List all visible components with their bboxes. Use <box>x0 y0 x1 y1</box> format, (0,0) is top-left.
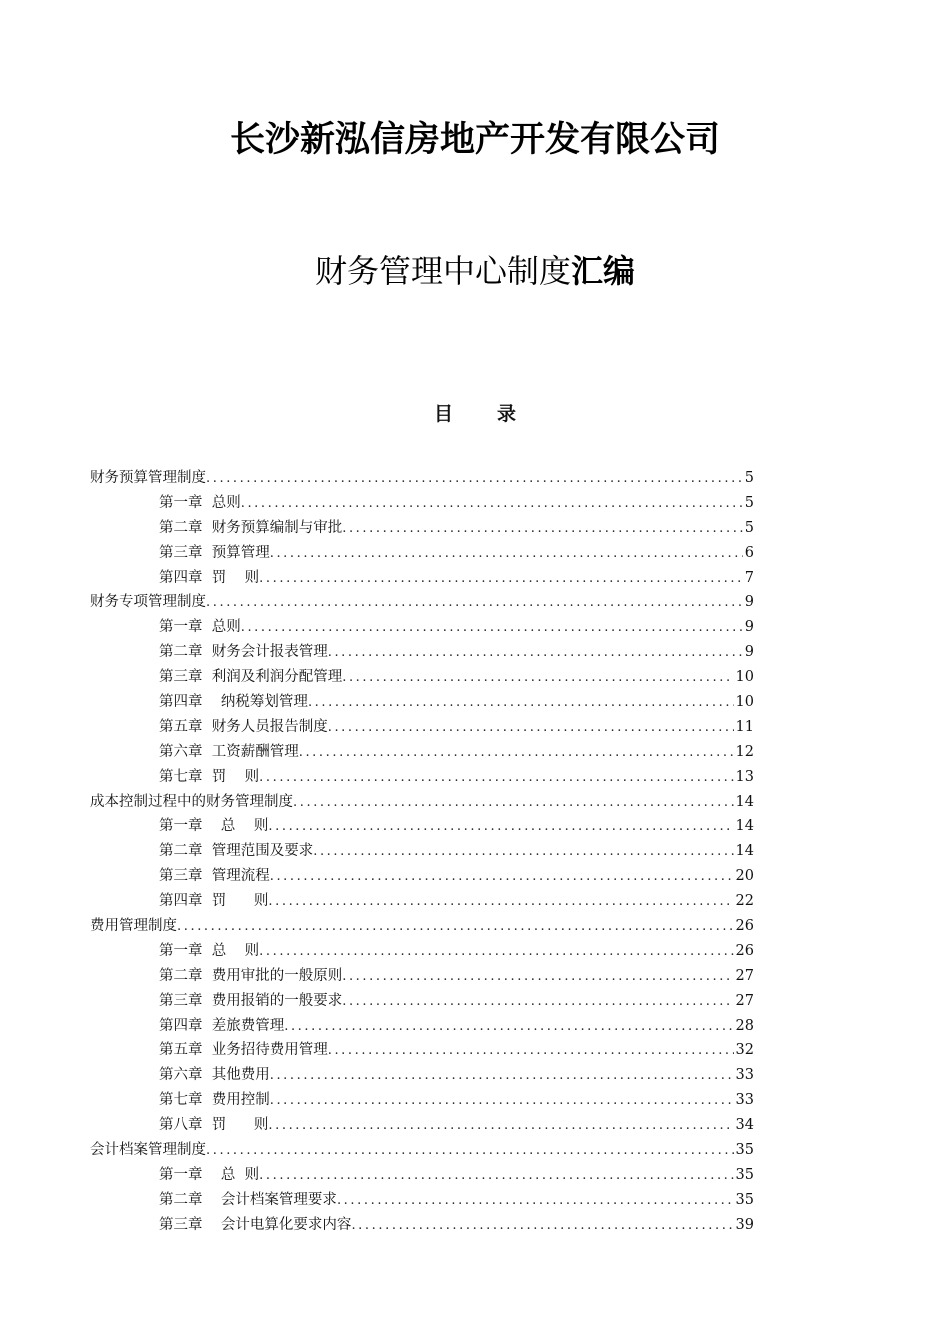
toc-page-number: 13 <box>735 768 754 785</box>
toc-dot-leader <box>268 1114 733 1138</box>
toc-section-entry[interactable] <box>90 1138 754 1163</box>
toc-page-number: 32 <box>735 1042 754 1059</box>
toc-dot-leader <box>268 815 733 839</box>
toc-dot-leader <box>241 492 743 516</box>
toc-dot-leader <box>270 542 743 566</box>
toc-entry-label: 费用管理制度 <box>90 918 177 935</box>
toc-entry-label: 第一章 总 则 <box>159 1166 260 1183</box>
toc-chapter-entry[interactable] <box>90 566 754 591</box>
toc-chapter-entry[interactable] <box>90 1163 754 1188</box>
toc-dot-leader <box>293 791 734 815</box>
toc-page-number: 7 <box>744 569 754 586</box>
toc-dot-leader <box>284 1015 733 1039</box>
toc-entry-label: 第三章 管理流程 <box>159 868 270 885</box>
toc-chapter-entry[interactable] <box>90 1213 754 1238</box>
subtitle-bold: 汇编 <box>571 252 636 290</box>
toc-dot-leader <box>268 890 733 914</box>
toc-dot-leader <box>351 1214 733 1238</box>
toc-chapter-entry[interactable] <box>90 1188 754 1213</box>
toc-entry-label: 第三章 会计电算化要求内容 <box>159 1216 352 1233</box>
toc-page-number: 10 <box>735 669 754 686</box>
toc-page-number: 35 <box>735 1166 754 1183</box>
toc-heading <box>0 399 950 426</box>
toc-entry-label: 第三章 利润及利润分配管理 <box>159 669 343 686</box>
toc-page-number: 35 <box>735 1191 754 1208</box>
toc-entry-label: 第二章 财务预算编制与审批 <box>159 519 343 536</box>
toc-page-number: 6 <box>744 544 754 561</box>
toc-dot-leader <box>270 1089 734 1113</box>
toc-page-number: 26 <box>735 942 754 959</box>
toc-entry-label: 第三章 费用报销的一般要求 <box>159 992 343 1009</box>
toc-dot-leader <box>241 616 743 640</box>
toc-dot-leader <box>328 641 743 665</box>
toc-dot-leader <box>259 766 733 790</box>
toc-entry-label: 第五章 业务招待费用管理 <box>159 1042 328 1059</box>
toc-page-number: 27 <box>735 967 754 984</box>
toc-chapter-entry[interactable] <box>90 864 754 889</box>
toc-entry-label: 第六章 工资薪酬管理 <box>159 743 299 760</box>
toc-dot-leader <box>342 666 733 690</box>
toc-chapter-entry[interactable] <box>90 640 754 665</box>
company-title: 长沙新泓信房地产开发有限公司 <box>229 120 720 160</box>
toc-entry-label: 成本控制过程中的财务管理制度 <box>90 793 293 810</box>
toc-dot-leader <box>270 865 734 889</box>
toc-entry-label: 第六章 其他费用 <box>159 1067 270 1084</box>
toc-chapter-entry[interactable] <box>90 839 754 864</box>
toc-dot-leader <box>206 591 743 615</box>
toc-entry-label: 第四章 差旅费管理 <box>159 1017 285 1034</box>
toc-entry-label: 第二章 财务会计报表管理 <box>159 644 328 661</box>
toc-dot-leader <box>337 1189 734 1213</box>
toc-chapter-entry[interactable] <box>90 939 754 964</box>
toc-dot-leader <box>177 915 734 939</box>
toc-page-number: 28 <box>735 1017 754 1034</box>
toc-chapter-entry[interactable] <box>90 690 754 715</box>
toc-entry-label: 第一章 总则 <box>159 619 241 636</box>
toc-chapter-entry[interactable] <box>90 740 754 765</box>
toc-page-number: 5 <box>744 519 754 536</box>
toc-chapter-entry[interactable] <box>90 765 754 790</box>
toc-page-number: 26 <box>735 918 754 935</box>
toc-entry-label: 财务预算管理制度 <box>90 470 206 486</box>
toc-chapter-entry[interactable] <box>90 665 754 690</box>
toc-chapter-entry[interactable] <box>90 541 754 566</box>
toc-entry-label: 第七章 费用控制 <box>159 1092 270 1109</box>
toc-page-number: 34 <box>735 1117 754 1134</box>
toc-dot-leader <box>206 467 743 491</box>
toc-chapter-entry[interactable] <box>90 715 754 740</box>
toc-page-number: 11 <box>735 718 754 735</box>
toc-dot-leader <box>342 517 743 541</box>
toc-chapter-entry[interactable] <box>90 989 754 1014</box>
toc-dot-leader <box>259 567 743 591</box>
toc-entry-label: 第八章 罚 则 <box>159 1117 269 1134</box>
toc-page-number: 39 <box>735 1216 754 1233</box>
toc-page-number: 27 <box>735 992 754 1009</box>
toc-section-entry[interactable] <box>90 790 754 815</box>
toc-page-number: 12 <box>735 743 754 760</box>
toc-chapter-entry[interactable] <box>90 491 754 516</box>
toc-chapter-entry[interactable] <box>90 1038 754 1063</box>
toc-page-number: 20 <box>735 868 754 885</box>
toc-entry-label: 会计档案管理制度 <box>90 1142 206 1159</box>
toc-dot-leader <box>313 840 733 864</box>
toc-chapter-entry[interactable] <box>90 814 754 839</box>
toc-entry-label: 第三章 预算管理 <box>159 544 270 561</box>
toc-section-entry[interactable] <box>90 590 754 615</box>
toc-dot-leader <box>342 990 733 1014</box>
toc-page-number: 35 <box>735 1142 754 1159</box>
toc-page-number: 22 <box>735 893 754 910</box>
toc-chapter-entry[interactable] <box>90 1063 754 1088</box>
toc-chapter-entry[interactable] <box>90 964 754 989</box>
toc-dot-leader <box>206 1139 734 1163</box>
subtitle-regular: 财务管理中心制度 <box>314 252 571 290</box>
toc-entry-label: 第四章 纳税筹划管理 <box>159 694 308 711</box>
toc-dot-leader <box>328 716 734 740</box>
toc-entry-label: 第一章 总则 <box>159 494 241 511</box>
toc-dot-leader <box>328 1039 734 1063</box>
toc-entry-label: 第二章 管理范围及要求 <box>159 843 314 860</box>
toc-dot-leader <box>299 741 734 765</box>
toc-page-number: 9 <box>744 594 754 611</box>
toc-heading-char-2: 录 <box>497 403 517 425</box>
toc-page-number: 14 <box>735 843 754 860</box>
toc-entry-label: 财务专项管理制度 <box>90 594 206 611</box>
toc-dot-leader <box>259 940 733 964</box>
toc-page-number: 5 <box>744 494 754 511</box>
toc-page-number: 9 <box>744 619 754 636</box>
toc-chapter-entry[interactable] <box>90 1113 754 1138</box>
table-of-contents <box>90 466 754 1238</box>
toc-page-number: 14 <box>735 793 754 810</box>
toc-heading-char-1: 目 <box>433 403 453 425</box>
toc-entry-label: 第四章 罚 则 <box>159 569 260 586</box>
toc-entry-label: 第一章 总 则 <box>159 942 260 959</box>
toc-dot-leader <box>342 965 733 989</box>
toc-page-number: 5 <box>744 470 754 486</box>
document-subtitle <box>0 246 950 292</box>
toc-entry-label: 第二章 会计档案管理要求 <box>159 1191 337 1208</box>
toc-page-number: 10 <box>735 694 754 711</box>
toc-entry-label: 第四章 罚 则 <box>159 893 269 910</box>
toc-chapter-entry[interactable] <box>90 516 754 541</box>
toc-page-number: 14 <box>735 818 754 835</box>
toc-chapter-entry[interactable] <box>90 615 754 640</box>
toc-dot-leader <box>259 1164 733 1188</box>
toc-entry-label: 第七章 罚 则 <box>159 768 260 785</box>
toc-page-number: 33 <box>735 1067 754 1084</box>
toc-entry-label: 第一章 总 则 <box>159 818 269 835</box>
toc-page-number: 33 <box>735 1092 754 1109</box>
toc-dot-leader <box>308 691 734 715</box>
toc-entry-label: 第二章 费用审批的一般原则 <box>159 967 343 984</box>
toc-section-entry[interactable] <box>90 914 754 939</box>
toc-chapter-entry[interactable] <box>90 1088 754 1113</box>
toc-chapter-entry[interactable] <box>90 1014 754 1039</box>
toc-section-entry[interactable] <box>90 466 754 491</box>
toc-entry-label: 第五章 财务人员报告制度 <box>159 718 328 735</box>
toc-dot-leader <box>270 1064 734 1088</box>
toc-chapter-entry[interactable] <box>90 889 754 914</box>
toc-page-number: 9 <box>744 644 754 661</box>
